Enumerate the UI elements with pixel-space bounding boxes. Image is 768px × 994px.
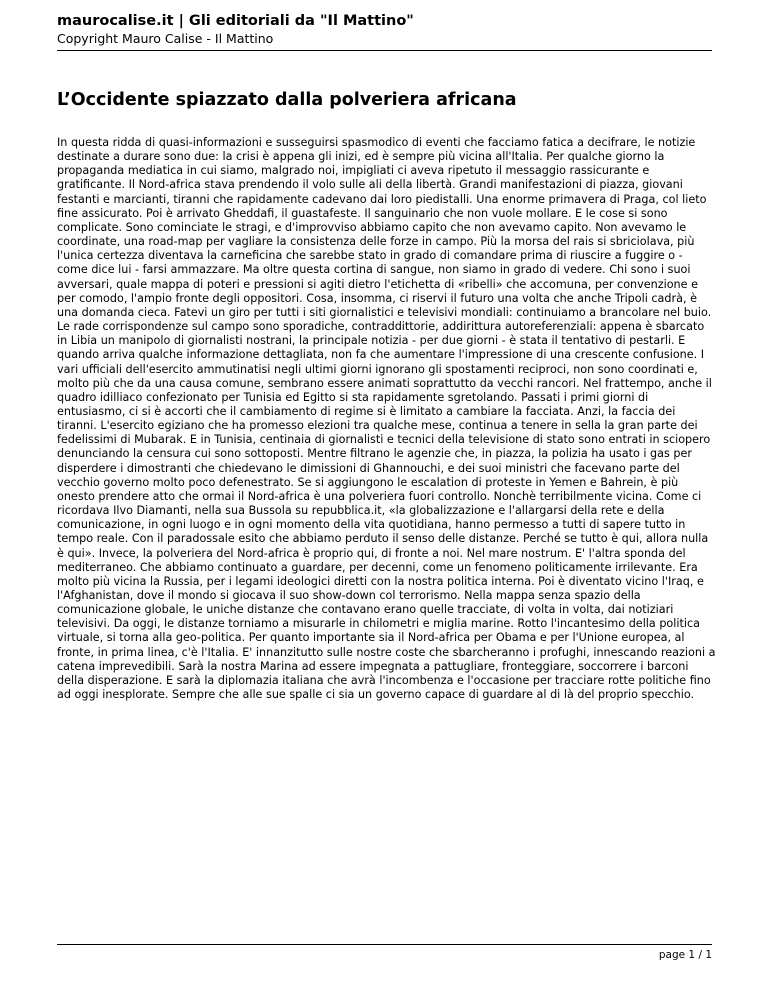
page-number: page 1 / 1 [658,949,712,961]
site-title: maurocalise.it | Gli editoriali da "Il Mattino" [57,13,414,29]
page-header [57,12,712,47]
site-copyright: Copyright Mauro Calise - Il Mattino [57,31,274,46]
article-body: In questa ridda di quasi-informazioni e susseguirsi spasmodico di eventi che facciamo fatica a decifrare, le notizie destinate a durare sono due: la crisi è appena gli inizi, ed è sempre più vicina all'Italia. Per qualche giorno la propaganda mediatica in cui siamo, malgrado noi, impigliati ci aveva ripetuto il messaggio rassicurante e gratificante. Il Nord-africa stava prendendo il volo sulle ali della libertà. Grandi manifestazioni di piazza, giovani festanti e marcianti, tiranni che rapidamente cadevano dai loro piedistalli. Una enorme primavera di Praga, col lieto fine assicurato. Poi è arrivato Gheddafi, il guastafeste. Il sanguinario che non vuole mollare. E le cose si sono complicate. Sono cominciate le stragi, e d'improvviso abbiamo capito che non avevamo capito. Non avevamo le coordinate, una road-map per vagliare la consistenza delle forze in campo. Più la morsa del rais si sbriciolava, più l'unica certezza diventava la carneficina che sarebbe stato in grado di comandare prima di riuscire a fuggire o - come dice lui - farsi ammazzare. Ma oltre questa cortina di sangue, non siamo in grado di vedere. Chi sono i suoi avversari, quale mappa di poteri e pressioni si agiti dietro l'etichetta di «ribelli» che accomuna, per convenzione e per comodo, l'ampio fronte degli oppositori. Cosa, insomma, ci riservi il futuro una volta che anche Tripoli cadrà, è una domanda cieca. Fatevi un giro per tutti i siti giornalistici e televisivi mondiali: continuiamo a brancolare nel buio. Le rade corrispondenze sul campo sono sporadiche, contraddittorie, addirittura autoreferenziali: appena è sbarcato in Libia un manipolo di giornalisti nostrani, la principale notizia - per due giorni - è stata il tentativo di pestarli. E quando arriva qualche informazione dettagliata, non fa che aumentare l'impressione di una crescente confusione. I vari ufficiali dell'esercito ammutinatisi negli ultimi giorni ignorano gli spostamenti reciproci, non sono coordinati e, molto più che da una causa comune, sembrano essere animati soprattutto da vecchi rancori. Nel frattempo, anche il quadro idilliaco confezionato per Tunisia ed Egitto si sta rapidamente sgretolando. Passati i primi giorni di entusiasmo, ci si è accorti che il cambiamento di regime si è limitato a cambiare la facciata. Anzi, la faccia dei tiranni. L'esercito egiziano che ha promesso elezioni tra qualche mese, continua a tenere in sella la gran parte dei fedelissimi di Mubarak. E in Tunisia, centinaia di giornalisti e tecnici della televisione di stato sono entrati in sciopero denunciando la censura cui sono sottoposti. Mentre filtrano le agenzie che, in piazza, la polizia ha usato i gas per disperdere i dimostranti che chiedevano le dimissioni di Ghannouchi, e dei suoi ministri che facevano parte del vecchio governo molto poco defenestrato. Se si aggiungono le escalation di proteste in Yemen e Bahrein, è più onesto prendere atto che ormai il Nord-africa è una polveriera fuori controllo. Nonchè terribilmente vicina. Come ci ricordava Ilvo Diamanti, nella sua Bussola su repubblica.it, «la globalizzazione e l'allargarsi della rete e della comunicazione, in ogni luogo e in ogni momento della vita quotidiana, hanno permesso a tutti di sapere tutto in tempo reale. Con il paradossale esito che abbiamo perduto il senso delle distanze. Perché se tutto è qui, allora nulla è qui». Invece, la polveriera del Nord-africa è proprio qui, di fronte a noi. Nel mare nostrum. E' l'altra sponda del mediterraneo. Che abbiamo continuato a guardare, per decenni, come un fenomeno politicamente irrilevante. Era molto più vicina la Russia, per i legami ideologici diretti con la nostra politica interna. Poi è diventato vicino l'Iraq, e l'Afghanistan, dove il mondo si giocava il suo show-down col terrorismo. Nella mappa senza spazio della comunicazione globale, le uniche distanze che contavano erano quelle tracciate, di volta in volta, dai notiziari televisivi. Da oggi, le distanze torniamo a misurarle in chilometri e miglia marine. Rotto l'incantesimo della politica virtuale, si torna alla geo-politica. Per quanto importante sia il Nord-africa per Obama e per l'Unione europea, al fronte, in prima linea, c'è l'Italia. E' innanzitutto sulle nostre coste che sbarcheranno i profughi, innescando reazioni a catena imprevedibili. Sarà la nostra Marina ad essere impegnata a pattugliare, fronteggiare, soccorrere i barconi della disperazione. E sarà la diplomazia italiana che avrà l'incombenza e l'occasione per tracciare rotte politiche fino ad oggi inesplorate. Sempre che alle sue spalle ci sia un governo capace di guardare al di là del proprio specchio. [57,136,716,702]
footer-divider [57,944,712,945]
header-divider [57,50,712,51]
article-title: L’Occidente spiazzato dalla polveriera africana [57,90,517,110]
